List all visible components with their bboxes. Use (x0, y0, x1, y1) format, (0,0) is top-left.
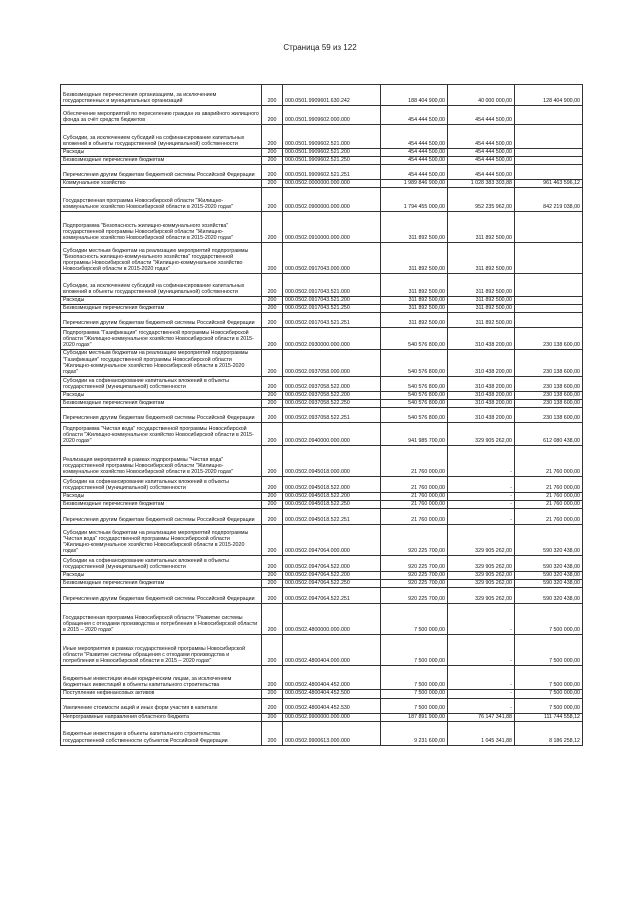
table-row (61, 423, 583, 446)
row-classification-code-cell: 000.0502.0917043.000.000 (283, 243, 381, 274)
row-code-cell: 200 (262, 243, 283, 274)
row-name-cell: Подпрограмма "Газификация" государственной программы Новосибирской области "Жилищно-коммунальное хозяйство Новосибирской области в 2015-2020 годах" (61, 328, 262, 350)
row-classification-code-cell: 000.0502.0917043.521.251 (283, 313, 381, 328)
row-executed-amount-cell: 311 892 500,00 (448, 212, 515, 243)
row-classification-code-cell: 000.0502.0910000.000.000 (283, 212, 381, 243)
row-name-cell: Безвозмездные перечисления бюджетам (61, 399, 262, 407)
row-name-cell: Перечисления другим бюджетам бюджетной системы Российской Федерации (61, 588, 262, 604)
row-code-cell: 200 (262, 149, 283, 157)
row-executed-amount-cell: - (448, 635, 515, 666)
table-row (61, 635, 583, 666)
row-executed-amount-cell: 311 892 500,00 (448, 274, 515, 297)
row-executed-amount-cell: - (448, 604, 515, 635)
row-executed-amount-cell: 329 905 262,00 (448, 588, 515, 604)
row-unexecuted-amount-cell: 842 219 038,00 (515, 188, 583, 212)
row-unexecuted-amount-cell: 7 500 000,00 (515, 635, 583, 666)
row-classification-code-cell: 000.0501.9909602.521.250 (283, 157, 381, 165)
row-unexecuted-amount-cell: 230 138 600,00 (515, 399, 583, 407)
table-row (61, 446, 583, 477)
row-classification-code-cell: 000.0502.0917043.521.000 (283, 274, 381, 297)
row-name-cell: Увеличение стоимости акций и иных форм участия в капитале (61, 698, 262, 713)
row-code-cell: 200 (262, 423, 283, 446)
row-approved-amount-cell: 941 985 700,00 (381, 423, 448, 446)
row-classification-code-cell: 000.0502.0937058.522.000 (283, 376, 381, 391)
row-classification-code-cell: 000.0501.9909602.521.000 (283, 125, 381, 149)
row-code-cell: 200 (262, 666, 283, 690)
row-name-cell: Безвозмездные перечисления бюджетам (61, 157, 262, 165)
row-classification-code-cell: 000.0502.0930000.000.000 (283, 328, 381, 350)
table-row (61, 376, 583, 391)
row-approved-amount-cell: 21 760 000,00 (381, 509, 448, 525)
row-code-cell: 200 (262, 477, 283, 493)
budget-table-body (61, 85, 583, 746)
row-classification-code-cell: 000.0502.0945018.522.000 (283, 477, 381, 493)
row-code-cell: 200 (262, 698, 283, 713)
row-unexecuted-amount-cell: 590 320 438,00 (515, 525, 583, 556)
row-approved-amount-cell: 21 760 000,00 (381, 446, 448, 477)
row-executed-amount-cell: 310 438 200,00 (448, 408, 515, 423)
row-classification-code-cell: 000.0502.0947064.522.251 (283, 588, 381, 604)
row-approved-amount-cell: 21 760 000,00 (381, 501, 448, 509)
row-code-cell: 200 (262, 188, 283, 212)
row-approved-amount-cell: 454 444 500,00 (381, 149, 448, 157)
row-unexecuted-amount-cell: 230 138 600,00 (515, 350, 583, 376)
table-row (61, 106, 583, 125)
row-executed-amount-cell: - (448, 493, 515, 501)
table-row (61, 149, 583, 157)
row-code-cell: 200 (262, 106, 283, 125)
row-executed-amount-cell: - (448, 477, 515, 493)
row-approved-amount-cell: 540 576 800,00 (381, 408, 448, 423)
row-executed-amount-cell: 40 000 000,00 (448, 85, 515, 106)
row-name-cell: Реализация мероприятий в рамках подпрограммы "Чистая вода" государственной программы Новосибирской области "Жилищно-коммунальное хозяйство Новосибирской области в 2015-2020 годах" (61, 446, 262, 477)
row-executed-amount-cell: 952 235 962,00 (448, 188, 515, 212)
row-code-cell: 200 (262, 713, 283, 721)
row-name-cell: Непрограммные направления областного бюджета (61, 713, 262, 721)
row-code-cell: 200 (262, 180, 283, 188)
row-executed-amount-cell: 310 438 200,00 (448, 399, 515, 407)
table-row (61, 477, 583, 493)
table-row (61, 604, 583, 635)
row-approved-amount-cell: 540 576 800,00 (381, 328, 448, 350)
row-classification-code-cell: 000.0502.9900000.000.000 (283, 713, 381, 721)
row-unexecuted-amount-cell: 128 404 900,00 (515, 85, 583, 106)
row-name-cell: Субсидии на софинансирование капитальных вложений в объекты государственной (муниципальной) собственности (61, 376, 262, 391)
row-classification-code-cell: 000.0501.9909602.521.200 (283, 149, 381, 157)
row-code-cell: 200 (262, 85, 283, 106)
row-code-cell: 200 (262, 572, 283, 580)
table-row (61, 690, 583, 698)
row-unexecuted-amount-cell: 230 138 600,00 (515, 328, 583, 350)
table-row (61, 666, 583, 690)
row-unexecuted-amount-cell: 230 138 600,00 (515, 408, 583, 423)
row-approved-amount-cell: 7 500 000,00 (381, 604, 448, 635)
row-name-cell: Государственная программа Новосибирской области "Развитие системы обращения с отходами производства и потребления в Новосибирской области в 2015 – 2020 годах" (61, 604, 262, 635)
table-row (61, 297, 583, 305)
row-name-cell: Поступление нефинансовых активов (61, 690, 262, 698)
row-name-cell: Безвозмездные перечисления организациям, за исключением государственных и муниципальных организаций (61, 85, 262, 106)
table-row (61, 328, 583, 350)
row-classification-code-cell: 000.0502.0937058.000.000 (283, 350, 381, 376)
row-classification-code-cell: 000.0501.9909602.521.251 (283, 165, 381, 180)
row-approved-amount-cell: 454 444 500,00 (381, 125, 448, 149)
row-unexecuted-amount-cell: 590 320 438,00 (515, 588, 583, 604)
row-name-cell: Обеспечение мероприятий по переселению граждан из аварийного жилищного фонда за счёт средств бюджетов (61, 106, 262, 125)
row-classification-code-cell: 000.0502.0917043.521.200 (283, 297, 381, 305)
row-name-cell: Расходы (61, 297, 262, 305)
row-name-cell: Субсидии местным бюджетам на реализацию мероприятий подпрограммы "Чистая вода" государственной программы Новосибирской области "Жилищно-коммунальное хозяйство Новосибирской области в 2015-2020 годах" (61, 525, 262, 556)
row-approved-amount-cell: 920 225 700,00 (381, 588, 448, 604)
page-number-label: Страница 59 из 122 (283, 43, 357, 52)
row-unexecuted-amount-cell (515, 125, 583, 149)
row-executed-amount-cell: 76 147 341,88 (448, 713, 515, 721)
row-approved-amount-cell: 540 576 800,00 (381, 391, 448, 399)
row-code-cell: 200 (262, 165, 283, 180)
row-code-cell: 200 (262, 274, 283, 297)
row-approved-amount-cell: 311 892 500,00 (381, 243, 448, 274)
row-name-cell: Иные мероприятия в рамках государственной программы Новосибирской области "Развитие системы обращения с отходами производства и потребления в Новосибирской области в 2015 – 2020 годах" (61, 635, 262, 666)
row-approved-amount-cell: 920 225 700,00 (381, 580, 448, 588)
row-classification-code-cell: 000.0502.4800404.452.000 (283, 666, 381, 690)
row-approved-amount-cell: 540 576 800,00 (381, 399, 448, 407)
row-name-cell: Безвозмездные перечисления бюджетам (61, 580, 262, 588)
table-row (61, 525, 583, 556)
row-approved-amount-cell: 540 576 800,00 (381, 350, 448, 376)
table-row (61, 313, 583, 328)
row-approved-amount-cell: 7 500 000,00 (381, 690, 448, 698)
row-name-cell: Расходы (61, 149, 262, 157)
row-unexecuted-amount-cell: 590 320 438,00 (515, 580, 583, 588)
row-name-cell: Субсидии, за исключением субсидий на софинансирование капитальных вложений в объекты государственной (муниципальной) собственности (61, 125, 262, 149)
row-name-cell: Расходы (61, 493, 262, 501)
table-row (61, 125, 583, 149)
row-executed-amount-cell: - (448, 666, 515, 690)
row-code-cell: 200 (262, 588, 283, 604)
row-name-cell: Безвозмездные перечисления бюджетам (61, 501, 262, 509)
row-code-cell: 200 (262, 408, 283, 423)
row-approved-amount-cell: 187 891 900,00 (381, 713, 448, 721)
row-classification-code-cell: 000.0502.0945018.522.251 (283, 509, 381, 525)
table-row (61, 556, 583, 572)
row-executed-amount-cell: - (448, 509, 515, 525)
row-unexecuted-amount-cell: 21 760 000,00 (515, 446, 583, 477)
row-name-cell: Субсидии на софинансирование капитальных вложений в объекты государственной (муниципальной) собственности (61, 477, 262, 493)
row-name-cell: Безвозмездные перечисления бюджетам (61, 305, 262, 313)
table-row (61, 713, 583, 721)
table-row (61, 157, 583, 165)
row-unexecuted-amount-cell (515, 313, 583, 328)
table-row (61, 572, 583, 580)
row-executed-amount-cell: - (448, 698, 515, 713)
row-name-cell: Субсидии на софинансирование капитальных вложений в объекты государственной (муниципальной) собственности (61, 556, 262, 572)
row-code-cell: 200 (262, 509, 283, 525)
table-row (61, 188, 583, 212)
row-executed-amount-cell: 310 438 200,00 (448, 328, 515, 350)
row-unexecuted-amount-cell: 21 760 000,00 (515, 477, 583, 493)
row-classification-code-cell: 000.0501.9909602.000.000 (283, 106, 381, 125)
row-code-cell: 200 (262, 493, 283, 501)
row-classification-code-cell: 000.0502.0937058.522.250 (283, 399, 381, 407)
row-code-cell: 200 (262, 501, 283, 509)
row-name-cell: Субсидии местным бюджетам на реализацию мероприятий подпрограммы "Газификация" государственной программы Новосибирской области "Жилищно-коммунальное хозяйство Новосибирской области в 2015-2020 годах" (61, 350, 262, 376)
row-unexecuted-amount-cell: 590 320 438,00 (515, 556, 583, 572)
row-approved-amount-cell: 7 500 000,00 (381, 635, 448, 666)
row-classification-code-cell: 000.0502.0945018.522.250 (283, 501, 381, 509)
row-name-cell: Бюджетные инвестиции иным юридическим лицам, за исключением бюджетных инвестиций в объекты капитального строительства (61, 666, 262, 690)
table-row (61, 501, 583, 509)
row-classification-code-cell: 000.0502.0947064.522.250 (283, 580, 381, 588)
row-approved-amount-cell: 311 892 500,00 (381, 305, 448, 313)
table-row (61, 391, 583, 399)
row-unexecuted-amount-cell (515, 157, 583, 165)
row-executed-amount-cell: 310 438 200,00 (448, 376, 515, 391)
row-classification-code-cell: 000.0502.0937058.522.200 (283, 391, 381, 399)
row-approved-amount-cell: 454 444 500,00 (381, 157, 448, 165)
row-executed-amount-cell: 310 438 200,00 (448, 391, 515, 399)
row-approved-amount-cell: 188 404 900,00 (381, 85, 448, 106)
row-classification-code-cell: 000.0502.4800404.452.500 (283, 690, 381, 698)
row-approved-amount-cell: 454 444 500,00 (381, 106, 448, 125)
row-classification-code-cell: 000.0502.9900613.000.000 (283, 721, 381, 745)
row-unexecuted-amount-cell (515, 243, 583, 274)
table-row (61, 408, 583, 423)
row-code-cell: 200 (262, 125, 283, 149)
row-classification-code-cell: 000.0502.4800000.000.000 (283, 604, 381, 635)
row-name-cell: Бюджетные инвестиции в объекты капитального строительства государственной собственности субъектов Российской Федерации (61, 721, 262, 745)
row-classification-code-cell: 000.0502.0940000.000.000 (283, 423, 381, 446)
row-code-cell: 200 (262, 446, 283, 477)
row-classification-code-cell: 000.0501.9909601.630.242 (283, 85, 381, 106)
row-executed-amount-cell: 1 045 341,88 (448, 721, 515, 745)
row-executed-amount-cell: 311 892 500,00 (448, 243, 515, 274)
row-unexecuted-amount-cell: 612 080 438,00 (515, 423, 583, 446)
row-code-cell: 200 (262, 328, 283, 350)
row-classification-code-cell: 000.0502.0945018.000.000 (283, 446, 381, 477)
row-code-cell: 200 (262, 391, 283, 399)
row-classification-code-cell: 000.0502.0947064.522.000 (283, 556, 381, 572)
row-executed-amount-cell: - (448, 446, 515, 477)
row-approved-amount-cell: 311 892 500,00 (381, 313, 448, 328)
row-unexecuted-amount-cell (515, 274, 583, 297)
row-unexecuted-amount-cell: 230 138 600,00 (515, 376, 583, 391)
row-unexecuted-amount-cell: 111 744 558,12 (515, 713, 583, 721)
table-row (61, 399, 583, 407)
row-code-cell: 200 (262, 721, 283, 745)
table-row (61, 493, 583, 501)
row-executed-amount-cell: 329 905 262,00 (448, 423, 515, 446)
row-code-cell: 200 (262, 297, 283, 305)
row-executed-amount-cell: 311 892 500,00 (448, 313, 515, 328)
row-classification-code-cell: 000.0502.0945018.522.200 (283, 493, 381, 501)
row-approved-amount-cell: 311 892 500,00 (381, 274, 448, 297)
row-approved-amount-cell: 920 225 700,00 (381, 525, 448, 556)
row-unexecuted-amount-cell (515, 297, 583, 305)
row-code-cell: 200 (262, 313, 283, 328)
row-name-cell: Перечисления другим бюджетам бюджетной системы Российской Федерации (61, 313, 262, 328)
row-executed-amount-cell: 311 892 500,00 (448, 305, 515, 313)
table-row (61, 165, 583, 180)
row-code-cell: 200 (262, 580, 283, 588)
row-name-cell: Субсидии, за исключением субсидий на софинансирование капитальных вложений в объекты государственной (муниципальной) собственности (61, 274, 262, 297)
row-approved-amount-cell: 7 500 000,00 (381, 666, 448, 690)
row-code-cell: 200 (262, 399, 283, 407)
row-approved-amount-cell: 21 760 000,00 (381, 477, 448, 493)
row-approved-amount-cell: 1 989 846 900,00 (381, 180, 448, 188)
row-unexecuted-amount-cell: 7 500 000,00 (515, 666, 583, 690)
row-unexecuted-amount-cell: 21 760 000,00 (515, 501, 583, 509)
row-classification-code-cell: 000.0502.0947064.000.000 (283, 525, 381, 556)
row-code-cell: 200 (262, 690, 283, 698)
row-classification-code-cell: 000.0502.0000000.000.000 (283, 180, 381, 188)
row-executed-amount-cell: 329 905 262,00 (448, 525, 515, 556)
table-row (61, 180, 583, 188)
row-classification-code-cell: 000.0502.0937058.522.251 (283, 408, 381, 423)
row-executed-amount-cell: 454 444 500,00 (448, 149, 515, 157)
table-row (61, 721, 583, 745)
row-executed-amount-cell: 311 892 500,00 (448, 297, 515, 305)
row-unexecuted-amount-cell: 961 463 596,12 (515, 180, 583, 188)
row-approved-amount-cell: 1 794 455 000,00 (381, 188, 448, 212)
row-unexecuted-amount-cell (515, 149, 583, 157)
table-row (61, 580, 583, 588)
row-name-cell: Перечисления другим бюджетам бюджетной системы Российской Федерации (61, 408, 262, 423)
row-name-cell: Подпрограмма "Чистая вода" государственной программы Новосибирской области "Жилищно-коммунальное хозяйство Новосибирской области в 2015-2020 годах" (61, 423, 262, 446)
row-name-cell: Расходы (61, 572, 262, 580)
row-classification-code-cell: 000.0502.0917043.521.250 (283, 305, 381, 313)
row-executed-amount-cell: - (448, 690, 515, 698)
row-executed-amount-cell: 454 444 500,00 (448, 157, 515, 165)
row-code-cell: 200 (262, 376, 283, 391)
row-approved-amount-cell: 540 576 800,00 (381, 376, 448, 391)
row-approved-amount-cell: 311 892 500,00 (381, 297, 448, 305)
row-unexecuted-amount-cell (515, 212, 583, 243)
row-approved-amount-cell: 7 500 000,00 (381, 698, 448, 713)
row-approved-amount-cell: 920 225 700,00 (381, 572, 448, 580)
row-unexecuted-amount-cell: 21 760 000,00 (515, 509, 583, 525)
row-code-cell: 200 (262, 157, 283, 165)
row-executed-amount-cell: 454 444 500,00 (448, 165, 515, 180)
page-header (0, 43, 640, 52)
row-classification-code-cell: 000.0502.0947064.522.200 (283, 572, 381, 580)
row-unexecuted-amount-cell: 21 760 000,00 (515, 493, 583, 501)
row-executed-amount-cell: 454 444 500,00 (448, 106, 515, 125)
row-unexecuted-amount-cell: 230 138 600,00 (515, 391, 583, 399)
row-code-cell: 200 (262, 635, 283, 666)
table-row (61, 305, 583, 313)
row-unexecuted-amount-cell: 7 500 000,00 (515, 604, 583, 635)
row-code-cell: 200 (262, 556, 283, 572)
row-unexecuted-amount-cell: 8 186 258,12 (515, 721, 583, 745)
row-executed-amount-cell: 329 905 262,00 (448, 556, 515, 572)
row-executed-amount-cell: 310 438 200,00 (448, 350, 515, 376)
row-classification-code-cell: 000.0502.4800404.452.530 (283, 698, 381, 713)
row-code-cell: 200 (262, 350, 283, 376)
table-row (61, 274, 583, 297)
row-classification-code-cell: 000.0502.0900000.000.000 (283, 188, 381, 212)
row-name-cell: Расходы (61, 391, 262, 399)
row-approved-amount-cell: 311 892 500,00 (381, 212, 448, 243)
row-name-cell: Перечисления другим бюджетам бюджетной системы Российской Федерации (61, 165, 262, 180)
row-name-cell: Коммунальное хозяйство (61, 180, 262, 188)
table-row (61, 212, 583, 243)
row-unexecuted-amount-cell (515, 106, 583, 125)
row-executed-amount-cell: 329 905 262,00 (448, 572, 515, 580)
row-name-cell: Государственная программа Новосибирской области "Жилищно-коммунальное хозяйство Новосибирской области в 2015-2020 годах" (61, 188, 262, 212)
row-name-cell: Субсидии местным бюджетам на реализацию мероприятий подпрограммы "Безопасность жилищно-коммунального хозяйства" государственной программы Новосибирской области "Жилищно-коммунальное хозяйство Новосибирской области в 2015-2020 годах" (61, 243, 262, 274)
row-executed-amount-cell: 329 905 262,00 (448, 580, 515, 588)
table-row (61, 85, 583, 106)
row-code-cell: 200 (262, 525, 283, 556)
row-approved-amount-cell: 920 225 700,00 (381, 556, 448, 572)
row-classification-code-cell: 000.0502.4800404.000.000 (283, 635, 381, 666)
table-row (61, 350, 583, 376)
row-executed-amount-cell: 454 444 500,00 (448, 125, 515, 149)
row-unexecuted-amount-cell: 590 320 438,00 (515, 572, 583, 580)
row-unexecuted-amount-cell (515, 305, 583, 313)
table-row (61, 698, 583, 713)
row-unexecuted-amount-cell: 7 500 000,00 (515, 698, 583, 713)
row-executed-amount-cell: 1 028 383 303,88 (448, 180, 515, 188)
row-code-cell: 200 (262, 212, 283, 243)
table-row (61, 588, 583, 604)
row-approved-amount-cell: 21 760 000,00 (381, 493, 448, 501)
row-executed-amount-cell: - (448, 501, 515, 509)
table-row (61, 509, 583, 525)
row-name-cell: Перечисления другим бюджетам бюджетной системы Российской Федерации (61, 509, 262, 525)
row-code-cell: 200 (262, 305, 283, 313)
row-approved-amount-cell: 454 444 500,00 (381, 165, 448, 180)
table-row (61, 243, 583, 274)
row-unexecuted-amount-cell: 7 500 000,00 (515, 690, 583, 698)
budget-execution-table (60, 84, 583, 746)
row-approved-amount-cell: 9 231 600,00 (381, 721, 448, 745)
row-code-cell: 200 (262, 604, 283, 635)
row-unexecuted-amount-cell (515, 165, 583, 180)
row-name-cell: Подпрограмма "Безопасность жилищно-коммунального хозяйства" государственной программы Новосибирской области "Жилищно-коммунальное хозяйство Новосибирской области в 2015-2020 годах" (61, 212, 262, 243)
